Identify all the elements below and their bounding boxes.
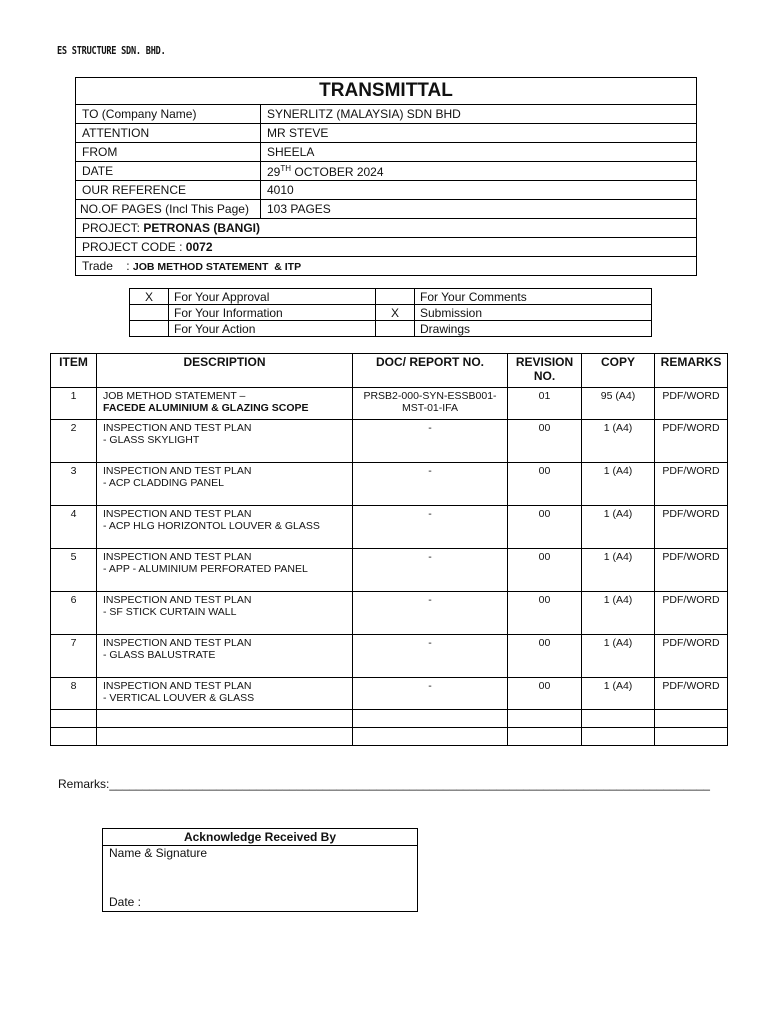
date-value [261,162,697,181]
revision-number: 00 [508,463,582,506]
transmittal-header-table [75,77,697,276]
item-number: 5 [51,549,97,592]
description-line2: - SF STICK CURTAIN WALL [103,606,237,618]
description-line1: INSPECTION AND TEST PLAN [103,680,252,692]
revision-number: 00 [508,549,582,592]
checkbox-mark[interactable] [376,321,415,337]
description-line2: FACEDE ALUMINIUM & GLAZING SCOPE [103,402,309,414]
header-label: DATE [76,162,261,181]
revision-header-line1: REVISION [515,355,574,369]
copy-count: 1 (A4) [582,420,655,463]
empty-row [51,728,728,746]
item-description [97,549,353,592]
company-logo: ES STRUCTURE SDN. BHD. [57,44,166,57]
empty-cell [582,728,655,746]
project-value: PETRONAS (BANGI) [143,221,261,235]
trade-label: Trade : [82,259,133,273]
header-value: SHEELA [261,143,697,162]
item-number: 4 [51,506,97,549]
header-label: OUR REFERENCE [76,181,261,200]
description-line1: JOB METHOD STATEMENT – [103,390,246,402]
project-code-label: PROJECT CODE : [82,240,186,254]
revision-number: 00 [508,678,582,710]
empty-cell [353,710,508,728]
doc-number: - [353,420,508,463]
item-number: 8 [51,678,97,710]
empty-cell [655,728,728,746]
header-value: MR STEVE [261,124,697,143]
table-header-row [51,354,728,388]
table-row [51,506,728,549]
doc-number: - [353,592,508,635]
empty-row [51,710,728,728]
item-remarks: PDF/WORD [655,463,728,506]
copy-count: 1 (A4) [582,463,655,506]
doc-number: - [353,506,508,549]
checkbox-mark[interactable] [130,305,169,321]
checkbox-mark[interactable]: X [130,289,169,305]
item-description [97,678,353,710]
description-line2: - VERTICAL LOUVER & GLASS [103,692,255,704]
trade-value: JOB METHOD STATEMENT & ITP [132,261,302,273]
doc-number: - [353,463,508,506]
item-remarks: PDF/WORD [655,388,728,420]
header-value: 4010 [261,181,697,200]
col-header-copy: COPY [582,354,655,388]
acknowledge-body [103,846,418,912]
item-number: 6 [51,592,97,635]
acknowledge-box [102,828,418,912]
checkbox-mark[interactable] [130,321,169,337]
description-line1: INSPECTION AND TEST PLAN [103,551,252,563]
item-description [97,463,353,506]
table-row [51,549,728,592]
purpose-checklist [129,288,652,337]
col-header-doc: DOC/ REPORT NO. [353,354,508,388]
empty-cell [655,710,728,728]
project-row [76,219,697,238]
date-day: 29 [267,164,281,179]
doc-number: - [353,635,508,678]
item-number: 3 [51,463,97,506]
checklist-row [130,321,652,337]
header-row [76,105,697,124]
header-value: SYNERLITZ (MALAYSIA) SDN BHD [261,105,697,124]
revision-header-line2: NO. [533,369,556,383]
empty-cell [51,728,97,746]
col-header-revision [508,354,582,388]
item-remarks: PDF/WORD [655,549,728,592]
item-description [97,506,353,549]
item-description [97,420,353,463]
checklist-label: For Your Information [169,305,376,321]
remarks-line: Remarks:__________________________________________________________________________________________ [58,777,710,791]
item-remarks: PDF/WORD [655,678,728,710]
item-number: 2 [51,420,97,463]
item-number: 1 [51,388,97,420]
copy-count: 1 (A4) [582,678,655,710]
date-ordinal: TH [280,163,292,173]
copy-count: 95 (A4) [582,388,655,420]
copy-count: 1 (A4) [582,549,655,592]
doc-line1: PRSB2-000-SYN-ESSB001- [363,390,497,402]
revision-number: 00 [508,635,582,678]
item-description [97,635,353,678]
header-row [76,200,697,219]
item-description [97,388,353,420]
table-row [51,678,728,710]
item-remarks: PDF/WORD [655,506,728,549]
header-label: NO.OF PAGES (Incl This Page) [76,200,261,219]
header-label: ATTENTION [76,124,261,143]
header-value: 103 PAGES [261,200,697,219]
doc-number [353,388,508,420]
header-label: FROM [76,143,261,162]
checklist-label: Drawings [415,321,652,337]
copy-count: 1 (A4) [582,506,655,549]
empty-cell [508,728,582,746]
description-line1: INSPECTION AND TEST PLAN [103,465,252,477]
table-row [51,635,728,678]
empty-cell [51,710,97,728]
item-description [97,592,353,635]
col-header-item: ITEM [51,354,97,388]
acknowledge-title: Acknowledge Received By [103,829,418,846]
copy-count: 1 (A4) [582,592,655,635]
description-line1: INSPECTION AND TEST PLAN [103,594,252,606]
header-label: TO (Company Name) [76,105,261,124]
description-line2: - APP - ALUMINIUM PERFORATED PANEL [103,563,308,575]
revision-number: 01 [508,388,582,420]
revision-number: 00 [508,420,582,463]
checkbox-mark[interactable] [376,289,415,305]
table-row [51,420,728,463]
header-row [76,181,697,200]
description-line1: INSPECTION AND TEST PLAN [103,508,252,520]
empty-cell [97,710,353,728]
description-line2: - ACP CLADDING PANEL [103,477,224,489]
description-line2: - GLASS BALUSTRATE [103,649,216,661]
checklist-label: Submission [415,305,652,321]
doc-line2: MST-01-IFA [401,402,458,414]
item-remarks: PDF/WORD [655,635,728,678]
doc-number: - [353,678,508,710]
col-header-remarks: REMARKS [655,354,728,388]
table-row [51,388,728,420]
header-row [76,143,697,162]
items-table [50,353,728,746]
description-line2: - GLASS SKYLIGHT [103,434,200,446]
item-remarks: PDF/WORD [655,420,728,463]
date-month-year: OCTOBER 2024 [291,164,384,179]
project-code-row [76,238,697,257]
header-row [76,162,697,181]
document-title: TRANSMITTAL [76,78,697,105]
table-row [51,463,728,506]
description-line2: - ACP HLG HORIZONTOL LOUVER & GLASS [103,520,320,532]
col-header-description: DESCRIPTION [97,354,353,388]
empty-cell [508,710,582,728]
project-code-value: 0072 [185,240,213,254]
trade-row [76,257,697,276]
item-remarks: PDF/WORD [655,592,728,635]
checklist-row [130,305,652,321]
empty-cell [582,710,655,728]
project-label: PROJECT: [82,221,144,235]
checkbox-mark[interactable]: X [376,305,415,321]
description-line1: INSPECTION AND TEST PLAN [103,637,252,649]
empty-cell [353,728,508,746]
revision-number: 00 [508,592,582,635]
header-row [76,124,697,143]
empty-cell [97,728,353,746]
name-signature-label: Name & Signature [109,846,208,860]
table-row [51,592,728,635]
checklist-row [130,289,652,305]
checklist-label: For Your Comments [415,289,652,305]
checklist-label: For Your Action [169,321,376,337]
item-number: 7 [51,635,97,678]
date-label: Date : [109,895,142,909]
copy-count: 1 (A4) [582,635,655,678]
revision-number: 00 [508,506,582,549]
description-line1: INSPECTION AND TEST PLAN [103,422,252,434]
checklist-label: For Your Approval [169,289,376,305]
doc-number: - [353,549,508,592]
